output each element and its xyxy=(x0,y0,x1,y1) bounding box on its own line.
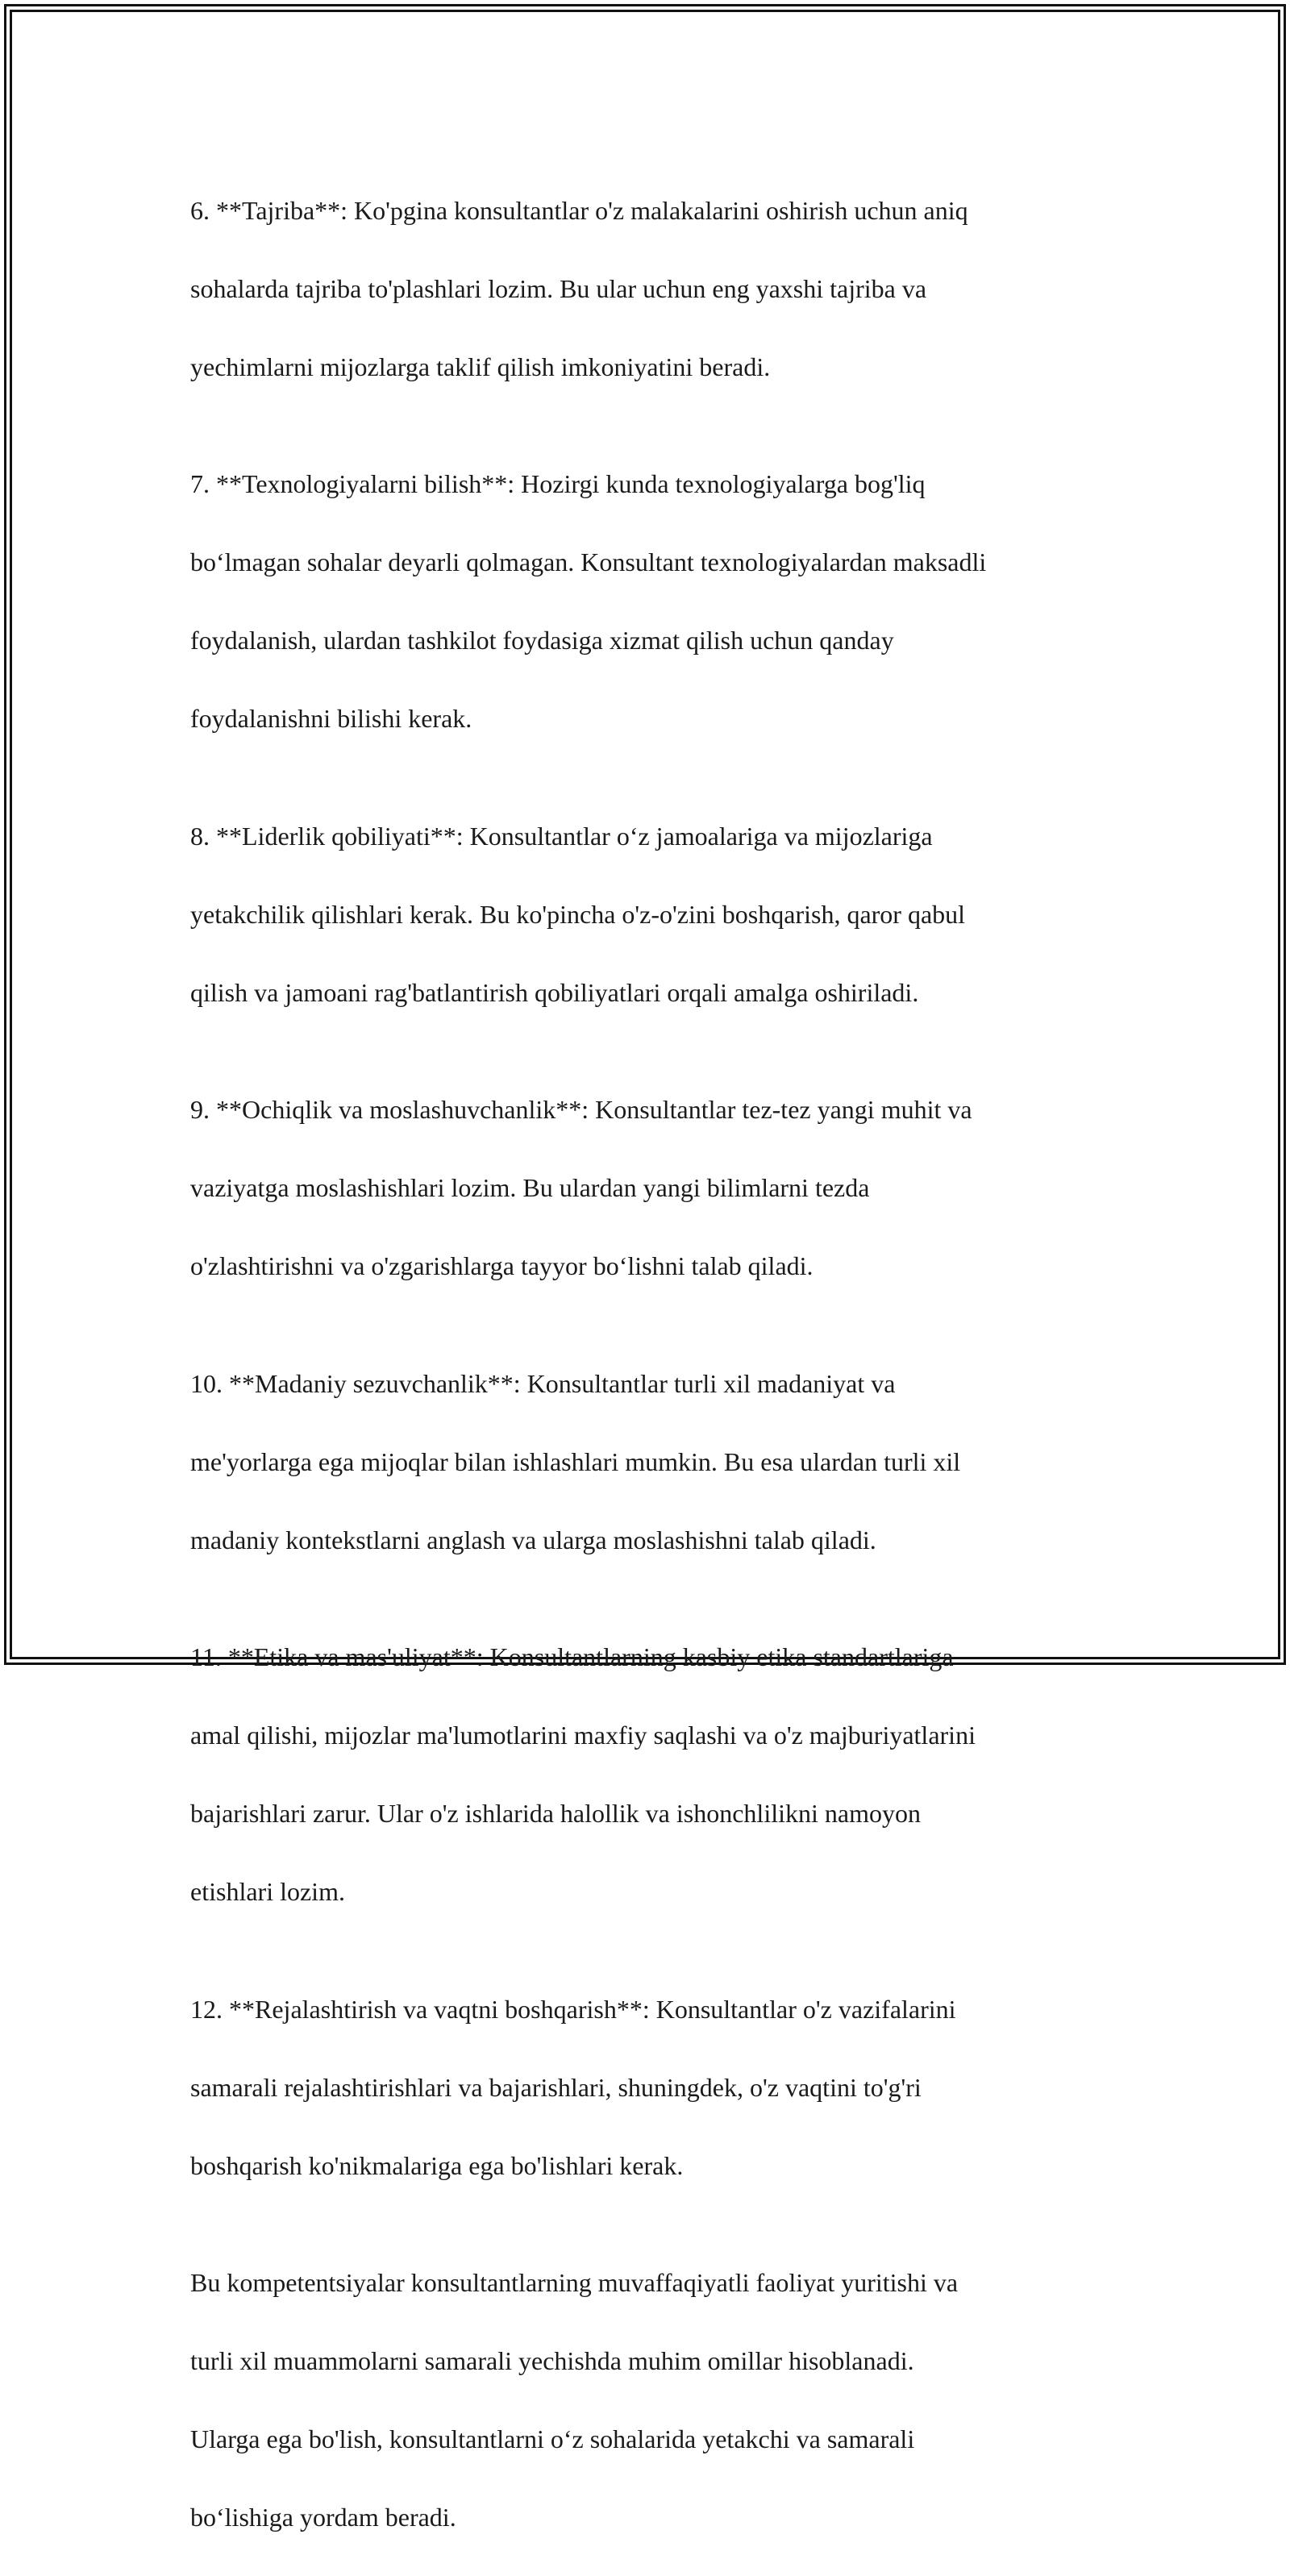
paragraph-item-11 xyxy=(190,1599,1126,1912)
text-line: sohalarda tajriba to'plashlari lozim. Bu ular uchun eng yaxshi tajriba va xyxy=(190,273,927,303)
paragraph-item-7 xyxy=(190,426,1126,739)
text-line: 11. **Etika va mas'uliyat**: Konsultantlarning kasbiy etika standartlariga xyxy=(190,1642,954,1671)
text-line: me'yorlarga ega mijoqlar bilan ishlashlari mumkin. Bu esa ulardan turli xil xyxy=(190,1446,961,1476)
text-line: Ularga ega bo'lish, konsultantlarni o‘z sohalarida yetakchi va samarali xyxy=(190,2424,915,2453)
text-line: 12. **Rejalashtirish va vaqtni boshqarish**: Konsultantlar o'z vazifalarini xyxy=(190,1994,956,2024)
text-line: bajarishlari zarur. Ular o'z ishlarida halollik va ishonchlilikni namoyon xyxy=(190,1799,921,1828)
text-line: boshqarish ko'nikmalariga ega bo'lishlari kerak. xyxy=(190,2150,684,2180)
text-line: foydalanish, ulardan tashkilot foydasiga xizmat qilish uchun qanday xyxy=(190,626,894,655)
text-line: 8. **Liderlik qobiliyati**: Konsultantlar o‘z jamoalariga va mijozlariga xyxy=(190,821,933,851)
text-line: qilish va jamoani rag'batlantirish qobiliyatlari orqali amalga oshiriladi. xyxy=(190,977,919,1007)
text-line: vaziyatga moslashishlari lozim. Bu ulardan yangi bilimlarni tezda xyxy=(190,1173,870,1202)
text-line: 7. **Texnologiyalarni bilish**: Hozirgi kunda texnologiyalarga bog'liq xyxy=(190,469,926,498)
text-line: yetakchilik qilishlari kerak. Bu ko'pincha o'z-o'zini boshqarish, qaror qabul xyxy=(190,899,966,929)
document-body xyxy=(190,152,1126,2576)
text-line: etishlari lozim. xyxy=(190,1877,345,1906)
text-line: 6. **Tajriba**: Ko'pgina konsultantlar o'z malakalarini oshirish uchun aniq xyxy=(190,195,968,225)
paragraph-item-9 xyxy=(190,1051,1126,1286)
text-line: madaniy kontekstlarni anglash va ularga moslashishni talab qiladi. xyxy=(190,1525,876,1554)
paragraph-item-8 xyxy=(190,777,1126,1012)
paragraph-item-12 xyxy=(190,1950,1126,2185)
text-line: Bu kompetentsiyalar konsultantlarning muvaffaqiyatli faoliyat yuritishi va xyxy=(190,2268,959,2297)
text-line: 10. **Madaniy sezuvchanlik**: Konsultantlar turli xil madaniyat va xyxy=(190,1368,896,1398)
text-line: o'zlashtirishni va o'zgarishlarga tayyor bo‘lishni talab qiladi. xyxy=(190,1251,814,1280)
text-line: amal qilishi, mijozlar ma'lumotlarini maxfiy saqlashi va o'z majburiyatlarini xyxy=(190,1721,976,1750)
text-line: bo‘lmagan sohalar deyarli qolmagan. Konsultant texnologiyalardan maksadli xyxy=(190,547,987,576)
text-line: bo‘lishiga yordam beradi. xyxy=(190,2503,456,2532)
text-line: turli xil muammolarni samarali yechishda muhim omillar hisoblanadi. xyxy=(190,2346,914,2375)
paragraph-conclusion xyxy=(190,2224,1126,2537)
paragraph-item-6 xyxy=(190,152,1126,386)
text-line: 9. **Ochiqlik va moslashuvchanlik**: Konsultantlar tez-tez yangi muhit va xyxy=(190,1095,972,1124)
text-line: foydalanishni bilishi kerak. xyxy=(190,704,472,733)
paragraph-item-10 xyxy=(190,1325,1126,1559)
text-line: yechimlarni mijozlarga taklif qilish imkoniyatini beradi. xyxy=(190,352,771,381)
text-line: samarali rejalashtirishlari va bajarishlari, shuningdek, o'z vaqtini to'g'ri xyxy=(190,2072,922,2102)
